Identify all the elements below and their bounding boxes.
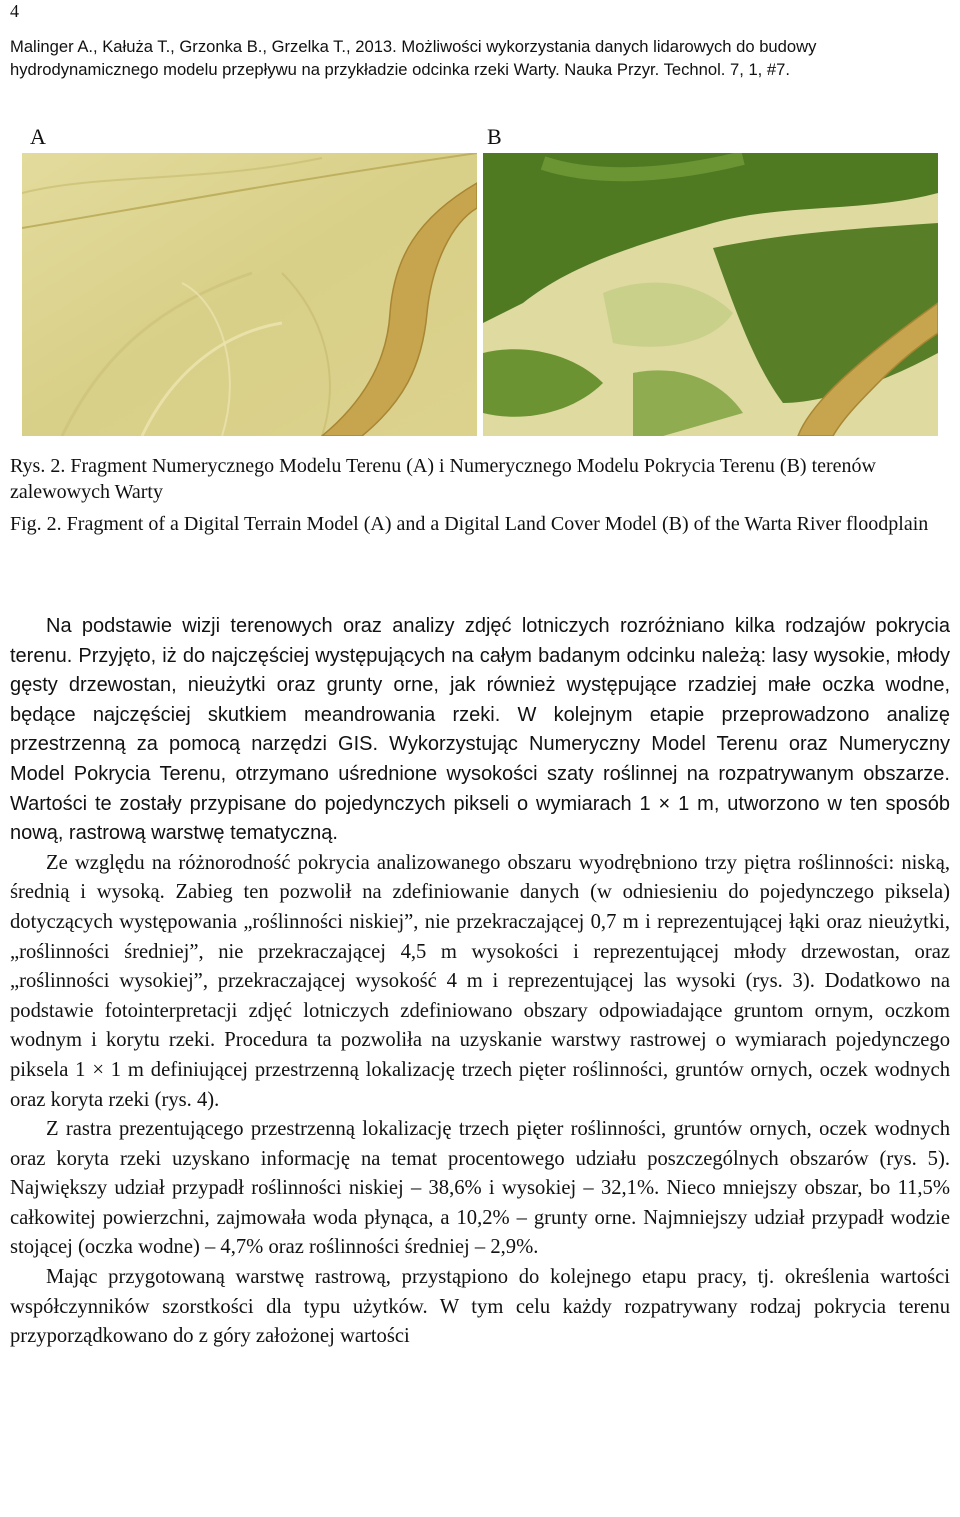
figure-caption-english: Fig. 2. Fragment of a Digital Terrain Model (A) and a Digital Land Cover Model (B) of the Warta River floodplain [10, 513, 929, 535]
figure-label-b: B [487, 124, 502, 149]
figure-caption-polish: Rys. 2. Fragment Numerycznego Modelu Terenu (A) i Numerycznego Modelu Pokrycia Terenu (B) terenów zalewowych Warty [10, 455, 876, 503]
body-text [10, 612, 950, 1352]
figure-label-a: A [30, 124, 46, 149]
terrain-model-image [22, 153, 477, 436]
body-paragraph: Z rastra prezentującego przestrzenną lokalizację trzech pięter roślinności, gruntów ornych, oczek wodnych oraz koryta rzeki uzyskano informację na temat procentowego udziału poszczególnych obszarów (rys. 5). Największy udział przypadł roślinności niskiej – 38,6% i wysokiej – 32,1%. Nieco mniejszy obszar, bo 11,5% całkowitej powierzchni, zajmowała woda płynąca, a 10,2% – grunty orne. Najmniejszy udział przypadł wodzie stojącej (oczka wodne) – 4,7% oraz roślinności średniej – 2,9%. [10, 1118, 950, 1259]
body-paragraph: Na podstawie wizji terenowych oraz analizy zdjęć lotniczych rozróżniano kilka rodzajów pokrycia terenu. Przyjęto, iż do najczęściej występujących na całym badanym odcinku należą: lasy wysokie, młody gęsty drzewostan, nieużytki oraz grunty orne, jak również występujące rzadziej małe oczka wodne, będące najczęściej skutkiem meandrowania rzeki. W kolejnym etapie przeprowadzono analizę przestrzenną za pomocą narzędzi GIS. Wykorzystując Numeryczny Model Terenu oraz Numeryczny Model Pokrycia Terenu, otrzymano uśrednione wysokości szaty roślinnej na rozpatrywanym obszarze. Wartości te zostały przypisane do pojedynczych pikseli o wymiarach 1 × 1 m, utworzono w ten sposób nową, rastrową warstwę tematyczną. [10, 615, 950, 845]
body-paragraph: Mając przygotowaną warstwę rastrową, przystąpiono do kolejnego etapu pracy, tj. określenia wartości współczynników szorstkości dla typu użytków. W tym celu każdy rozpatrywany rodzaj pokrycia terenu przyporządkowano do z góry założonej wartości [10, 1266, 950, 1348]
body-paragraph: Ze względu na różnorodność pokrycia analizowanego obszaru wyodrębniono trzy piętra roślinności: niską, średnią i wysoką. Zabieg ten pozwolił na zdefiniowanie danych (w odniesieniu do pojedynczego piksela) dotyczących występowania „roślinności niskiej”, nie przekraczającej 0,7 m i reprezentującej łąki oraz nieużytki, „roślinności średniej”, nie przekraczającej 4,5 m wysokości i reprezentującej młody drzewostan, oraz „roślinności wysokiej”, przekraczającej wysokość 4 m i reprezentującej las wysoki (rys. 3). Dodatkowo na podstawie fotointerpretacji zdjęć lotniczych zdefiniowano obszary odpowiadające gruntom ornym, oczkom wodnym i korytu rzeki. Procedura ta pozwoliła na uzyskanie warstwy rastrowej o wymiarach pojedynczego piksela 1 × 1 m definiującej przestrzenną lokalizację trzech pięter roślinności, gruntów ornych, oczek wodnych oraz koryta rzeki (rys. 4). [10, 851, 950, 1111]
land-cover-model-image [483, 153, 938, 436]
figure-panel-land-cover-model [483, 153, 938, 436]
page-number: 4 [10, 1, 19, 21]
citation-header: Malinger A., Kałuża T., Grzonka B., Grzelka T., 2013. Możliwości wykorzystania danych lidarowych do budowy hydrodynamicznego modelu przepływu na przykładzie odcinka rzeki Warty. Nauka Przyr. Technol. 7, 1, #7. [10, 37, 817, 79]
figure-panel-terrain-model [22, 153, 477, 436]
